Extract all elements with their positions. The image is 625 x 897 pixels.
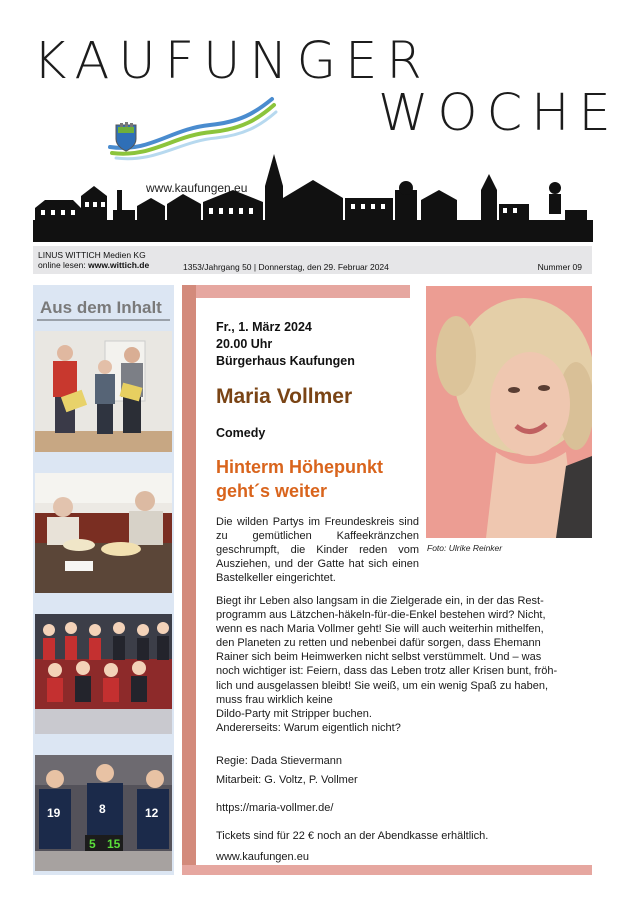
show-title bbox=[216, 455, 383, 503]
body-line: lich und ausgelassen bleibt! Sie weiß, um ein wenig Spaß zu haben, bbox=[216, 679, 549, 692]
event-details bbox=[216, 319, 355, 370]
sidebar-divider bbox=[37, 319, 170, 321]
sidebar-photo-seniors-table[interactable] bbox=[35, 473, 172, 593]
ticket-info: Tickets sind für 22 € noch an der Abendkasse erhältlich. bbox=[216, 830, 489, 842]
sidebar-photo-seniors-certificates[interactable] bbox=[35, 331, 172, 452]
article-intro: Die wilden Partys im Freundeskreis sind zu gemütlichen Kaffeekränzchen geschrumpft, die Kinder reden vom Ausziehen, und der Gatte hat sich einen Bastelkeller eingerichtet. bbox=[216, 516, 419, 585]
sidebar-photo-kids-team[interactable] bbox=[35, 614, 172, 734]
photo-credit: Foto: Ulrike Reinker bbox=[427, 543, 503, 553]
masthead-title-line1: KAUFUNGER bbox=[33, 32, 431, 91]
body-line: den Planeten zu retten und nebenbei dafür sorgen, dass Ehemann bbox=[216, 637, 541, 650]
event-time: 20.00 Uhr bbox=[216, 337, 273, 351]
online-url[interactable]: www.wittich.de bbox=[88, 260, 150, 270]
municipality-website-link[interactable]: www.kaufungen.eu bbox=[216, 851, 309, 863]
masthead-website: www.kaufungen.eu bbox=[146, 181, 248, 195]
body-line: Rainer sich beim Heimwerken nicht selbst verstümmelt. Und – was bbox=[216, 651, 542, 664]
artist-portrait-photo[interactable] bbox=[426, 286, 592, 538]
body-line: noch wichtiger ist: Feiern, dass das Leben trotz aller Krisen bunt, fröh- bbox=[216, 665, 558, 678]
svg-text:19: 19 bbox=[47, 806, 61, 820]
contents-sidebar bbox=[33, 285, 174, 875]
svg-text:15: 15 bbox=[107, 837, 121, 851]
event-venue: Bürgerhaus Kaufungen bbox=[216, 354, 355, 368]
svg-text:8: 8 bbox=[99, 802, 106, 816]
body-line: muss frau wirklich keine bbox=[216, 693, 333, 706]
body-line: wenn es nach Maria Vollmer geht! Sie will auch weiterhin mithelfen, bbox=[216, 623, 544, 636]
body-line: Biegt ihr Leben also langsam in die Zielgerade ein, in der das Rest- bbox=[216, 595, 544, 607]
town-skyline-illustration bbox=[33, 150, 593, 242]
event-genre: Comedy bbox=[216, 426, 266, 440]
issue-number: Nummer 09 bbox=[537, 262, 582, 272]
issue-info: 1353/Jahrgang 50 | Donnerstag, den 29. Februar 2024 bbox=[183, 262, 389, 272]
body-line: Dildo-Party mit Stripper buchen. bbox=[216, 707, 372, 720]
artist-name: Maria Vollmer bbox=[216, 385, 353, 408]
svg-text:5: 5 bbox=[89, 837, 96, 851]
issue-info-bar bbox=[33, 246, 592, 274]
online-label: online lesen: bbox=[38, 260, 86, 270]
show-title-line1: Hinterm Höhepunkt bbox=[216, 457, 384, 477]
frame-top-bar bbox=[182, 285, 410, 298]
publisher-name: LINUS WITTICH Medien KG bbox=[38, 250, 146, 260]
publisher-block bbox=[38, 250, 149, 270]
coat-of-arms-icon bbox=[116, 122, 136, 151]
svg-text:12: 12 bbox=[145, 806, 159, 820]
show-title-line2: geht´s weiter bbox=[216, 481, 328, 501]
frame-left-bar bbox=[182, 285, 196, 875]
event-date: Fr., 1. März 2024 bbox=[216, 320, 312, 334]
sidebar-title: Aus dem Inhalt bbox=[40, 298, 162, 317]
sidebar-photo-volleyball-team[interactable] bbox=[35, 755, 172, 871]
director-credit: Regie: Dada Stievermann bbox=[216, 755, 342, 767]
collaboration-credit: Mitarbeit: G. Voltz, P. Vollmer bbox=[216, 774, 358, 786]
masthead-title-line2: WOCHE bbox=[378, 84, 620, 143]
body-line: Andererseits: Warum eigentlich nicht? bbox=[216, 721, 401, 734]
body-line: programm aus Lätzchen-häkeln-für-die-Enkel bestehen wird? Nicht, bbox=[216, 609, 546, 622]
article-body bbox=[216, 594, 572, 735]
artist-website-link[interactable]: https://maria-vollmer.de/ bbox=[216, 802, 334, 814]
frame-bottom-bar bbox=[182, 865, 592, 875]
